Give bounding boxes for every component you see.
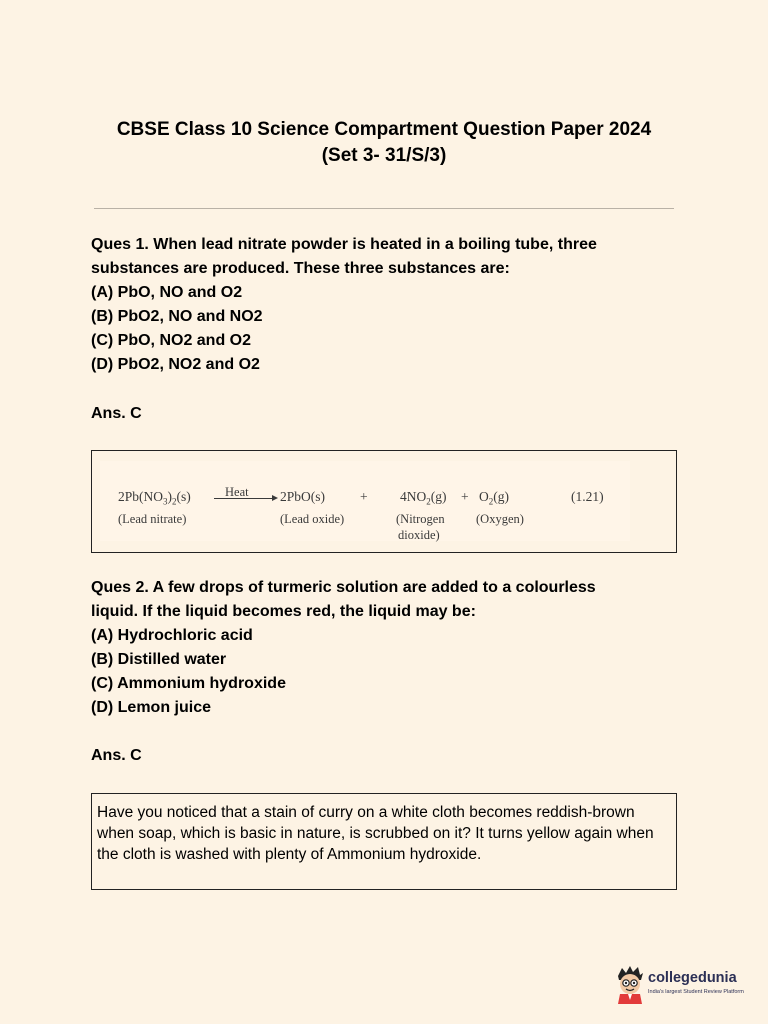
question-text-line: Ques 1. When lead nitrate powder is heated in a boiling tube, three — [91, 236, 597, 253]
equation-condition: Heat — [225, 485, 249, 499]
question-text-line: substances are produced. These three substances are: — [91, 260, 510, 277]
option-a: (A) PbO, NO and O2 — [91, 284, 243, 301]
label-lead-nitrate: (Lead nitrate) — [118, 512, 187, 526]
option-d: (D) Lemon juice — [91, 699, 212, 716]
label-oxygen: (Oxygen) — [476, 512, 524, 526]
answer-1: Ans. C — [91, 405, 142, 422]
equation-product-3: $O_2(g)$ — [479, 489, 509, 507]
question-text-line: liquid. If the liquid becomes red, the liquid may be: — [91, 603, 476, 620]
divider — [94, 208, 674, 209]
explanation-box — [91, 793, 677, 890]
explanation-text: Have you noticed that a stain of curry on a white cloth becomes reddish-brown when soap, which is basic in nature, is scrubbed on it? It turns yellow again when the cloth is washed with plenty of Ammonium hydroxide. — [97, 804, 654, 863]
logo-tagline: India's largest Student Review Platform — [648, 989, 744, 995]
label-lead-oxide: (Lead oxide) — [280, 512, 345, 526]
equation-product-1: 2PbO(s) — [280, 489, 326, 504]
equation-reactant: $2Pb(NO_3)_2(s)$ — [118, 489, 191, 507]
question-text-line: Ques 2. A few drops of turmeric solution are added to a colourless — [91, 579, 596, 596]
label-nitrogen-dioxide-2: dioxide) — [398, 528, 440, 542]
equation-product-2: $4NO_2(g)$ — [400, 489, 447, 507]
label-nitrogen-dioxide-1: (Nitrogen — [396, 512, 445, 526]
option-b: (B) PbO2, NO and NO2 — [91, 308, 263, 325]
equation-plus: + — [360, 489, 368, 504]
reaction-arrow-icon — [214, 498, 276, 499]
option-c: (C) PbO, NO2 and O2 — [91, 332, 252, 349]
equation-plus: + — [461, 489, 469, 504]
chemical-equation — [100, 461, 630, 541]
question-1 — [91, 233, 681, 377]
title-line-2: (Set 3- 31/S/3) — [321, 145, 447, 166]
option-a: (A) Hydrochloric acid — [91, 627, 253, 644]
title-line-1: CBSE Class 10 Science Compartment Question Paper 2024 — [116, 119, 652, 140]
mascot-icon — [614, 964, 646, 1004]
collegedunia-logo[interactable] — [614, 964, 744, 1004]
option-b: (B) Distilled water — [91, 651, 227, 668]
logo-name: collegedunia — [648, 970, 737, 986]
equation-number: (1.21) — [571, 489, 604, 504]
question-2 — [91, 576, 681, 720]
page-title — [0, 117, 768, 169]
answer-2: Ans. C — [91, 747, 142, 764]
option-c: (C) Ammonium hydroxide — [91, 675, 286, 692]
option-d: (D) PbO2, NO2 and O2 — [91, 356, 260, 373]
equation-box — [91, 450, 677, 553]
